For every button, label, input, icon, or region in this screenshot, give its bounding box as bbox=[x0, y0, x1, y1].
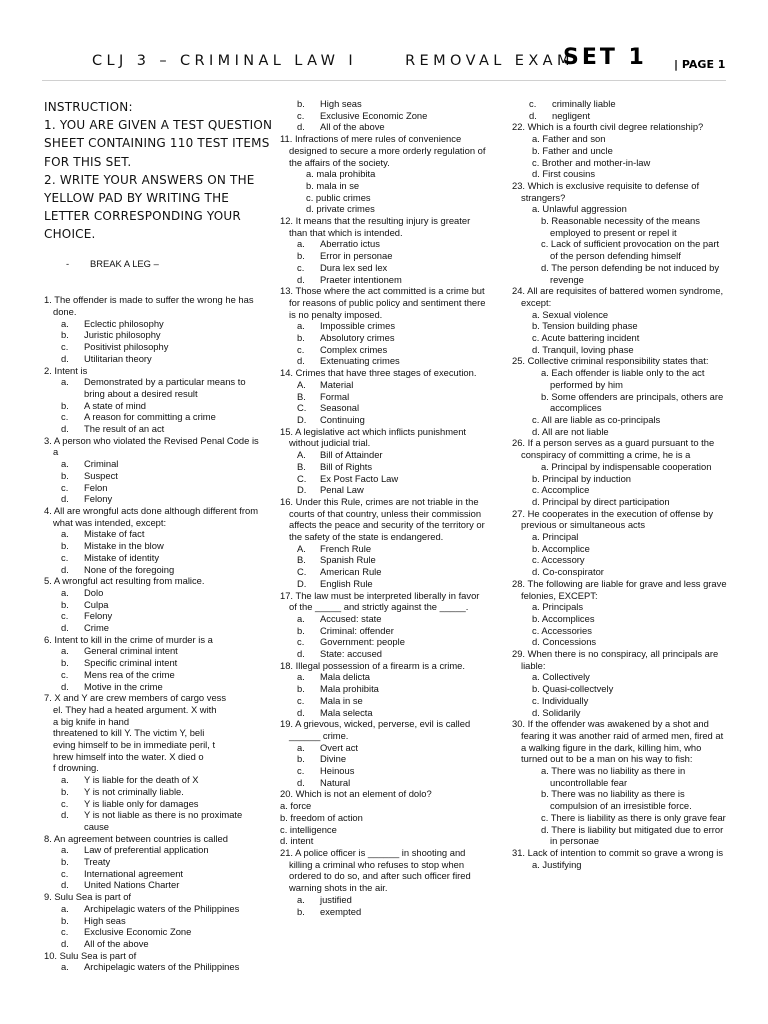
option: Demonstrated by a particular means to bring about a desired result bbox=[84, 376, 246, 399]
option: Seasonal bbox=[320, 402, 360, 414]
option-letter: b. bbox=[61, 469, 69, 481]
option-letter: d. bbox=[297, 121, 305, 133]
option: Bill of Attainder bbox=[320, 449, 383, 461]
option: Culpa bbox=[84, 598, 109, 610]
question-20: 20. Which is not an element of dolo? a. force b. freedom of action c. intelligence d. intent bbox=[280, 788, 486, 847]
option: a. force bbox=[280, 800, 312, 812]
option-letter: A. bbox=[297, 542, 306, 554]
option: c. Accomplice bbox=[532, 484, 590, 496]
question-10: 10. Sulu Sea is part of a. Archipelagic waters of the Philippines bbox=[44, 950, 266, 973]
question-10-continued bbox=[280, 98, 486, 133]
question-7: 7. X and Y are crew members of cargo vess el. They had a heated argument. X with a big knife in hand threatened to kill Y. The victim Y, beli eving himself to be in immediate peril, t hrew himself into the water. X died o f drowning. a. Y is liable for the death of X b. Y is not criminally liable. c. Y is liable only for damages d. Y is not liable as there is no proximate cause bbox=[44, 692, 266, 832]
option-letter: C. bbox=[297, 402, 307, 414]
option: Extenuating crimes bbox=[320, 355, 400, 367]
option: Mens rea of the crime bbox=[84, 668, 175, 680]
option-letter: d. bbox=[61, 879, 69, 891]
question-13: 13. Those where the act committed is a crime but for reasons of public policy and sentiment there is no penalty imposed. a. Impossible crimes b. Absolutory crimes c. Complex crimes d. Extenuating crimes bbox=[280, 285, 486, 367]
option-letter: D. bbox=[297, 484, 307, 496]
instruction-line: 2. WRITE YOUR ANSWERS ON THE bbox=[44, 172, 255, 187]
exam-type: REMOVAL EXAM bbox=[405, 53, 574, 69]
option: a. Each offender is liable only to the act performed by him bbox=[541, 367, 705, 390]
option: All of the above bbox=[84, 938, 149, 949]
course-title: CLJ 3 – CRIMINAL LAW I bbox=[92, 53, 358, 69]
option: Government: people bbox=[320, 636, 405, 648]
option-letter: d. bbox=[61, 680, 69, 692]
option-letter: b. bbox=[297, 98, 305, 109]
question-17: 17. The law must be interpreted liberally in favor of the _____ and strictly against the _____. a. Accused: state b. Criminal: offender c. Government: people d. State: accused bbox=[280, 590, 486, 660]
exam-title bbox=[92, 53, 574, 69]
option-letter: a. bbox=[297, 893, 305, 905]
instructions bbox=[44, 98, 273, 244]
question-18: 18. Illegal possession of a firearm is a crime. a. Mala delicta b. Mala prohibita c. Mala in se d. Mala selecta bbox=[280, 660, 486, 719]
option: Ex Post Facto Law bbox=[320, 472, 399, 484]
option-letter: b. bbox=[61, 785, 69, 797]
option-letter: a. bbox=[61, 586, 69, 598]
option-letter: a. bbox=[61, 774, 69, 786]
option-letter: b. bbox=[297, 624, 305, 636]
option: Continuing bbox=[320, 413, 365, 425]
option-letter: c. bbox=[61, 867, 69, 879]
option: General criminal intent bbox=[84, 645, 178, 657]
option: c. public crimes bbox=[306, 191, 371, 203]
option: International agreement bbox=[84, 867, 184, 879]
option: c. There is liability as there is only grave fear bbox=[541, 811, 726, 823]
option: negligent bbox=[552, 109, 591, 121]
option: c. Lack of sufficient provocation on the part of the person defending himself bbox=[541, 238, 720, 262]
option: Felony bbox=[84, 493, 113, 505]
break-a-leg: - BREAK A LEG – bbox=[66, 257, 159, 269]
option: Exclusive Economic Zone bbox=[84, 926, 192, 938]
option-letter: d. bbox=[61, 423, 69, 435]
instruction-line: YELLOW PAD BY WRITING THE bbox=[44, 191, 230, 206]
option: Mala in se bbox=[320, 694, 363, 706]
option-letter: a. bbox=[297, 741, 305, 753]
option: b. Some offenders are principals, others are accomplices bbox=[541, 390, 724, 414]
option: Criminal bbox=[84, 458, 119, 470]
option-letter: b. bbox=[61, 540, 69, 552]
question-2: 2. Intent is a. Demonstrated by a particular means to bring about a desired result b. A state of mind c. A reason for committing a crime d. The result of an act bbox=[44, 365, 266, 435]
option: Divine bbox=[320, 753, 347, 765]
option: None of the foregoing bbox=[84, 563, 175, 575]
option: Bill of Rights bbox=[320, 460, 373, 472]
option: a. mala prohibita bbox=[306, 168, 376, 180]
option: Motive in the crime bbox=[84, 680, 163, 692]
option: Law of preferential application bbox=[84, 844, 209, 856]
option: a. There was no liability as there in uncontrollable fear bbox=[541, 765, 686, 788]
option: c. Brother and mother-in-law bbox=[532, 156, 651, 168]
option-letter: c. bbox=[61, 481, 69, 493]
question-30: 30. If the offender was awakened by a shot and fearing it was another raid of armed men, fired at a walking figure in the dark, killing him, who turned out to be a man on his way to fish: a. There was no liability as there in uncontrollable fear b. There was no liability as there is compulsion of an irresistible force. c. There is liability as there is only grave fear d. There is liability but mitigated due to error in personae bbox=[512, 718, 726, 847]
option: Material bbox=[320, 378, 354, 390]
option: b. Principal by induction bbox=[532, 472, 632, 484]
option: justified bbox=[320, 893, 352, 905]
option-letter: a. bbox=[297, 238, 305, 250]
option-letter: c. bbox=[297, 261, 305, 273]
option-letter: d. bbox=[297, 355, 305, 367]
header-divider bbox=[42, 80, 726, 81]
option-letter: d. bbox=[529, 109, 537, 121]
option: All of the above bbox=[320, 121, 385, 133]
option: The result of an act bbox=[84, 423, 165, 435]
option: Y is liable for the death of X bbox=[84, 774, 199, 786]
option: c. Accessories bbox=[532, 624, 592, 636]
option: Mistake of fact bbox=[84, 528, 145, 540]
option-letter: c. bbox=[61, 797, 69, 809]
option: d. Principal by direct participation bbox=[532, 495, 670, 507]
question-15: 15. A legislative act which inflicts punishment without judicial trial. A. Bill of Attainder B. Bill of Rights C. Ex Post Facto Law D. Penal Law bbox=[280, 426, 486, 496]
question-3: 3. A person who violated the Revised Penal Code is a a. Criminal b. Suspect c. Felon d. Felony bbox=[44, 435, 266, 505]
option: d. Co-conspirator bbox=[532, 566, 604, 578]
question-6: 6. Intent to kill in the crime of murder is a a. General criminal intent b. Specific criminal intent c. Mens rea of the crime d. Motive in the crime bbox=[44, 634, 266, 693]
option: b. Quasi-collectvely bbox=[532, 683, 614, 695]
question-1: 1. The offender is made to suffer the wrong he has done. a. Eclectic philosophy b. Juristic philosophy c. Positivist philosophy d. Utilitarian theory bbox=[44, 294, 266, 364]
option: Felony bbox=[84, 610, 113, 622]
question-9: 9. Sulu Sea is part of a. Archipelagic waters of the Philippines b. High seas c. Exclusive Economic Zone d. All of the above bbox=[44, 891, 266, 950]
option-letter: c. bbox=[61, 926, 69, 938]
option: a. Father and son bbox=[532, 133, 606, 145]
question-21-continued bbox=[512, 98, 727, 121]
option-letter: B. bbox=[297, 390, 306, 402]
option-letter: b. bbox=[61, 329, 69, 341]
instruction-line: SHEET CONTAINING 110 TEST ITEMS bbox=[44, 136, 270, 151]
option-letter: a. bbox=[61, 376, 69, 388]
question-28: 28. The following are liable for grave and less grave felonies, EXCEPT: a. Principals b. Accomplices c. Accessories d. Concessions bbox=[512, 577, 727, 648]
option: Accused: state bbox=[320, 612, 382, 624]
question-27: 27. He cooperates in the execution of offense by previous or simultaneous acts a. Principal b. Accomplice c. Accessory d. Co-conspirator bbox=[512, 508, 727, 578]
option-letter: c. bbox=[61, 610, 69, 622]
option-letter: c. bbox=[297, 694, 305, 706]
option: Spanish Rule bbox=[320, 554, 376, 566]
option: Overt act bbox=[320, 741, 359, 753]
option-letter: a. bbox=[297, 320, 305, 332]
question-22: 22. Which is a fourth civil degree relationship? a. Father and son b. Father and uncle c. Brother and mother-in-law d. First cousins bbox=[512, 121, 727, 180]
option: d. intent bbox=[280, 835, 314, 847]
option: b. Reasonable necessity of the means employed to present or repel it bbox=[541, 215, 700, 238]
option: Mala delicta bbox=[320, 671, 371, 683]
set-label: SET 1 bbox=[563, 45, 647, 70]
option: a. Principal bbox=[532, 531, 579, 543]
option: d. Tranquil, loving phase bbox=[532, 343, 634, 355]
option-letter: b. bbox=[297, 250, 305, 262]
instruction-line: FOR THIS SET. bbox=[44, 154, 132, 169]
option-letter: d. bbox=[61, 352, 69, 364]
option: High seas bbox=[84, 914, 126, 926]
option: Positivist philosophy bbox=[84, 341, 169, 353]
option-letter: d. bbox=[61, 493, 69, 505]
question-16: 16. Under this Rule, crimes are not triable in the courts of that country, unless their commission affects the peace and security of the territory or the safety of the state is endangered. A. French Rule B. Spanish Rule C. American Rule D. English Rule bbox=[280, 495, 485, 589]
option: A state of mind bbox=[84, 399, 147, 411]
option: Y is not criminally liable. bbox=[84, 785, 184, 797]
option-letter: d. bbox=[297, 776, 305, 788]
option: c. intelligence bbox=[280, 823, 337, 835]
option: Dolo bbox=[84, 586, 104, 598]
option: c. Individually bbox=[532, 694, 589, 706]
column-2 bbox=[280, 98, 486, 917]
option-letter: a. bbox=[61, 844, 69, 856]
option-letter: A. bbox=[297, 449, 306, 461]
option-letter: c. bbox=[297, 765, 305, 777]
option-letter: b. bbox=[297, 332, 305, 344]
option: Y is not liable as there is no proximate cause bbox=[84, 809, 243, 832]
column-1 bbox=[44, 96, 273, 973]
option-letter: b. bbox=[297, 905, 305, 917]
option: Archipelagic waters of the Philippines bbox=[84, 902, 240, 914]
option-letter: d. bbox=[297, 273, 305, 285]
option-letter: a. bbox=[61, 528, 69, 540]
option-letter: a. bbox=[61, 317, 69, 329]
option-letter: a. bbox=[61, 961, 69, 973]
column-3 bbox=[512, 98, 727, 870]
option: Heinous bbox=[320, 765, 355, 777]
option: b. There was no liability as there is compulsion of an irresistible force. bbox=[541, 788, 692, 812]
option: Mistake in the blow bbox=[84, 540, 164, 552]
option: Mala selecta bbox=[320, 706, 373, 718]
option: d. Concessions bbox=[532, 636, 597, 648]
question-12: 12. It means that the resulting injury is greater than that which is intended. a. Aberratio ictus b. Error in personae c. Dura lex sed lex d. Praeter intentionem bbox=[280, 215, 486, 285]
option: d. private crimes bbox=[306, 203, 375, 215]
option: Utilitarian theory bbox=[84, 352, 152, 364]
option: b. Father and uncle bbox=[532, 144, 613, 156]
option: d. There is liability but mitigated due to error in personae bbox=[541, 823, 724, 847]
option-letter: c. bbox=[61, 551, 69, 563]
option: Error in personae bbox=[320, 250, 393, 262]
option: English Rule bbox=[320, 577, 373, 589]
question-14: 14. Crimes that have three stages of execution. A. Material B. Formal C. Seasonal D. Continuing bbox=[280, 367, 486, 426]
option: a. Justifying bbox=[532, 858, 582, 870]
option: d. Solidarily bbox=[532, 706, 581, 718]
option: Juristic philosophy bbox=[84, 329, 161, 341]
option: c. All are liable as co-principals bbox=[532, 413, 661, 425]
question-19: 19. A grievous, wicked, perverse, evil is called ______ crime. a. Overt act b. Divine c. Heinous d. Natural bbox=[280, 718, 486, 788]
question-8: 8. An agreement between countries is called a. Law of preferential application b. Treaty c. International agreement d. United Nations Charter bbox=[44, 833, 266, 892]
option-letter: a. bbox=[61, 902, 69, 914]
option-letter: b. bbox=[61, 598, 69, 610]
question-31: 31. Lack of intention to commit so grave a wrong is a. Justifying bbox=[512, 847, 727, 870]
question-29: 29. When there is no conspiracy, all principals are liable: a. Collectively b. Quasi-collectvely c. Individually d. Solidarily bbox=[512, 648, 727, 718]
option: Mala prohibita bbox=[320, 683, 379, 695]
option: Absolutory crimes bbox=[320, 332, 395, 344]
option-letter: C. bbox=[297, 566, 307, 578]
option-letter: D. bbox=[297, 577, 307, 589]
page-header bbox=[0, 0, 768, 84]
option: French Rule bbox=[320, 542, 372, 554]
option: d. All are not liable bbox=[532, 425, 609, 437]
option: Impossible crimes bbox=[320, 320, 396, 332]
option: A reason for committing a crime bbox=[84, 411, 216, 423]
question-23: 23. Which is exclusive requisite to defense of strangers? a. Unlawful aggression b. Reasonable necessity of the means employed to present or repel it c. Lack of sufficient provocation on the part of the person defending himself d. The person defending be not induced by revenge bbox=[512, 180, 727, 285]
option: criminally liable bbox=[552, 98, 616, 109]
question-24: 24. All are requisites of battered women syndrome, except: a. Sexual violence b. Tension building phase c. Acute battering incident d. Tranquil, loving phase bbox=[512, 285, 727, 355]
question-26: 26. If a person serves as a guard pursuant to the conspiracy of committing a crime, he is a a. Principal by indispensable cooperation b. Principal by induction c. Accomplice d. Principal by direct participation bbox=[512, 437, 727, 507]
option: Praeter intentionem bbox=[320, 273, 402, 285]
instruction-line: LETTER CORRESPONDING YOUR bbox=[44, 209, 241, 224]
option: b. Accomplices bbox=[532, 612, 595, 624]
option-letter: D. bbox=[297, 413, 307, 425]
option-letter: a. bbox=[61, 645, 69, 657]
page-label: | PAGE 1 bbox=[674, 58, 726, 71]
option-letter: d. bbox=[297, 648, 305, 660]
option-letter: d. bbox=[61, 622, 69, 634]
question-4: 4. All are wrongful acts done although different from what was intended, except: a. Mistake of fact b. Mistake in the blow c. Mistake of identity d. None of the foregoing bbox=[44, 505, 266, 575]
option: Exclusive Economic Zone bbox=[320, 109, 428, 121]
option: State: accused bbox=[320, 648, 383, 660]
option: Formal bbox=[320, 390, 350, 402]
option: Y is liable only for damages bbox=[84, 797, 199, 809]
option: Aberratio ictus bbox=[320, 238, 380, 250]
option: b. Tension building phase bbox=[532, 320, 638, 332]
option-letter: c. bbox=[297, 109, 305, 121]
option: Suspect bbox=[84, 469, 118, 481]
option-letter: a. bbox=[297, 671, 305, 683]
option: High seas bbox=[320, 98, 362, 109]
option: a. Principal by indispensable cooperation bbox=[541, 460, 712, 472]
option-letter: a. bbox=[61, 458, 69, 470]
option-letter: b. bbox=[297, 753, 305, 765]
option-letter: c. bbox=[61, 668, 69, 680]
option: Natural bbox=[320, 776, 351, 788]
option: Crime bbox=[84, 622, 109, 634]
question-21: 21. A police officer is ______ in shooting and killing a criminal who refuses to stop when ordered to do so, and after such officer fired warning shots in the air. a. justified b. exempted bbox=[280, 847, 486, 917]
option: Eclectic philosophy bbox=[84, 317, 164, 329]
option-letter: C. bbox=[297, 472, 307, 484]
option-letter: A. bbox=[297, 378, 306, 390]
option: a. Unlawful aggression bbox=[532, 203, 627, 215]
option-letter: B. bbox=[297, 460, 306, 472]
option: a. Sexual violence bbox=[532, 308, 609, 320]
option: d. First cousins bbox=[532, 168, 596, 180]
option: Complex crimes bbox=[320, 343, 388, 355]
instruction-line: CHOICE. bbox=[44, 227, 96, 242]
question-25: 25. Collective criminal responsibility states that: a. Each offender is liable only to the act performed by him b. Some offenders are principals, others are accomplices c. All are liable as co-principals d. All are not liable bbox=[512, 355, 727, 437]
option: b. mala in se bbox=[306, 179, 360, 191]
option-letter: d. bbox=[61, 938, 69, 949]
option: exempted bbox=[320, 905, 362, 917]
option: Criminal: offender bbox=[320, 624, 394, 636]
option-letter: b. bbox=[61, 856, 69, 868]
option: Mistake of identity bbox=[84, 551, 160, 563]
option: American Rule bbox=[320, 566, 382, 578]
option: c. Acute battering incident bbox=[532, 332, 640, 344]
option-letter: B. bbox=[297, 554, 306, 566]
option-letter: c. bbox=[297, 636, 305, 648]
option-letter: d. bbox=[61, 563, 69, 575]
option-letter: b. bbox=[61, 914, 69, 926]
option: b. freedom of action bbox=[280, 811, 363, 823]
option: c. Accessory bbox=[532, 554, 585, 566]
option-letter: a. bbox=[297, 612, 305, 624]
option-letter: b. bbox=[297, 683, 305, 695]
option-letter: b. bbox=[61, 657, 69, 669]
option-letter: c. bbox=[297, 343, 305, 355]
question-5: 5. A wrongful act resulting from malice. a. Dolo b. Culpa c. Felony d. Crime bbox=[44, 575, 266, 634]
option: Felon bbox=[84, 481, 108, 493]
option: b. Accomplice bbox=[532, 542, 590, 554]
option-letter: c. bbox=[61, 411, 69, 423]
option: Archipelagic waters of the Philippines bbox=[84, 961, 240, 973]
option-letter: c. bbox=[61, 341, 69, 353]
option-letter: b. bbox=[61, 399, 69, 411]
option: United Nations Charter bbox=[84, 879, 180, 891]
option: d. The person defending be not induced by revenge bbox=[541, 261, 720, 285]
option: Dura lex sed lex bbox=[320, 261, 388, 273]
option-letter: d. bbox=[61, 809, 69, 821]
option-letter: d. bbox=[297, 706, 305, 718]
question-11: 11. Infractions of mere rules of convenience designed to secure a more orderly regulation of the affairs of the society. a. mala prohibita b. mala in se c. public crimes d. private crimes bbox=[280, 133, 486, 215]
option: Treaty bbox=[84, 856, 111, 868]
instruction-line: INSTRUCTION: bbox=[44, 100, 133, 114]
option: a. Collectively bbox=[532, 671, 590, 683]
option: Specific criminal intent bbox=[84, 657, 178, 669]
instruction-line: 1. YOU ARE GIVEN A TEST QUESTION bbox=[44, 118, 273, 133]
option-letter: c. bbox=[529, 98, 537, 109]
option: a. Principals bbox=[532, 601, 584, 613]
option: Penal Law bbox=[320, 484, 364, 496]
